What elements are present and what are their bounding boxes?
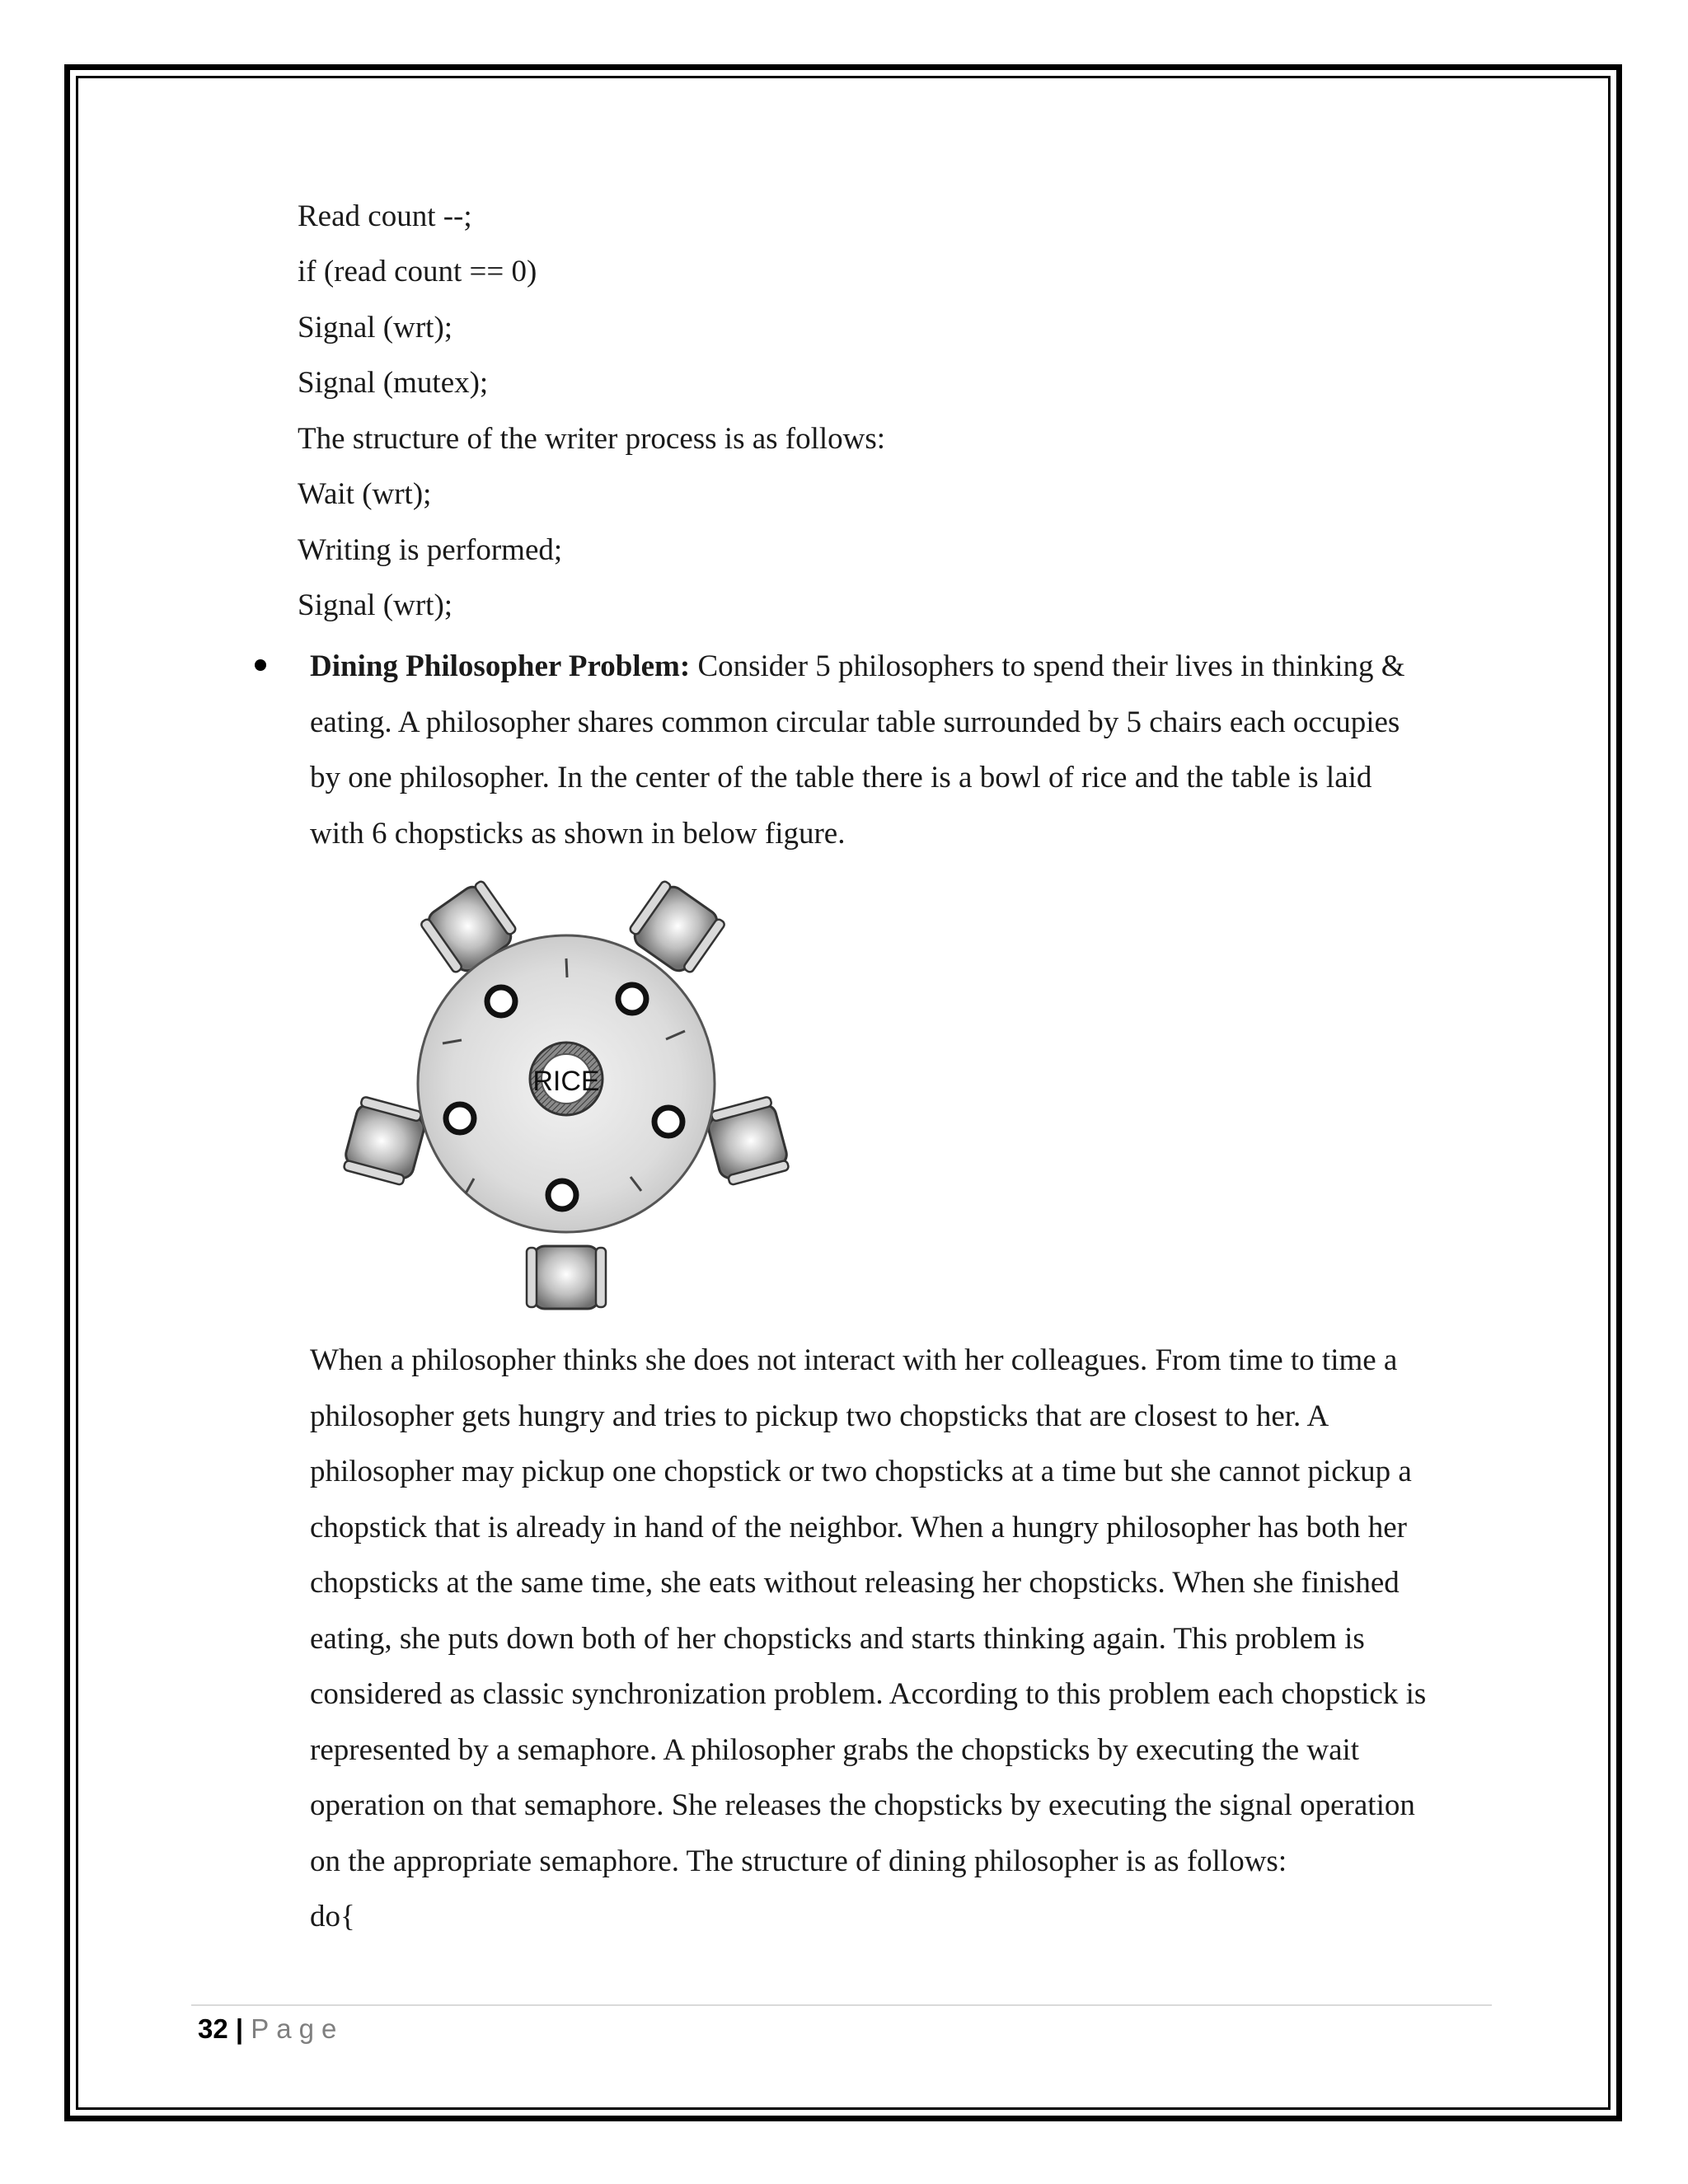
paragraph-line: philosopher may pickup one chopstick or two chopsticks at a time but she cannot pickup a	[310, 1455, 1412, 1488]
code-line: Signal (wrt);	[298, 311, 453, 344]
chopstick	[566, 958, 567, 977]
code-line: Signal (wrt);	[298, 588, 453, 622]
bullet-line: with 6 chopsticks as shown in below figure.	[310, 817, 846, 851]
code-line: Wait (wrt);	[298, 477, 432, 511]
bullet-dot	[255, 659, 266, 671]
bullet-first-line-text: Consider 5 philosophers to spend their lives in thinking &	[690, 649, 1405, 683]
bullet-line: eating. A philosopher shares common circular table surrounded by 5 chairs each occupies	[310, 705, 1400, 739]
plate	[618, 985, 646, 1013]
chair	[342, 1096, 428, 1188]
paragraph-line: When a philosopher thinks she does not interact with her colleagues. From time to time a	[310, 1343, 1398, 1377]
paragraph-line: operation on that semaphore. She releases the chopsticks by executing the signal operation	[310, 1788, 1415, 1822]
page-number: 32	[198, 2013, 228, 2044]
plate	[654, 1108, 682, 1136]
code-line: Writing is performed;	[298, 533, 563, 567]
footer-separator: |	[227, 2013, 251, 2044]
rice-label: RICE	[532, 1066, 600, 1097]
code-line: if (read count == 0)	[298, 255, 537, 288]
paragraph-line: eating, she puts down both of her chopsticks and starts thinking again. This problem is	[310, 1622, 1365, 1656]
chair	[527, 1246, 606, 1309]
code-line: Signal (mutex);	[298, 366, 489, 400]
page-word: Page	[251, 2013, 345, 2044]
code-line: Read count --;	[298, 199, 472, 233]
footer-rule	[191, 2004, 1492, 2006]
plate	[446, 1104, 474, 1132]
paragraph-line: chopstick that is already in hand of the neighbor. When a hungry philosopher has both her	[310, 1511, 1408, 1544]
code-line: The structure of the writer process is as follows:	[298, 422, 886, 456]
bullet-heading: Dining Philosopher Problem:	[310, 649, 691, 683]
paragraph-line: on the appropriate semaphore. The structure of dining philosopher is as follows:	[310, 1844, 1287, 1878]
paragraph-line: do{	[310, 1900, 355, 1933]
bullet-first-line	[310, 651, 1405, 682]
paragraph-line: considered as classic synchronization problem. According to this problem each chopstick is	[310, 1677, 1427, 1711]
bullet-line: by one philosopher. In the center of the table there is a bowl of rice and the table is laid	[310, 761, 1372, 794]
paragraph-line: represented by a semaphore. A philosopher grabs the chopsticks by executing the wait	[310, 1733, 1360, 1767]
dining-philosophers-figure	[342, 878, 804, 1323]
page-footer	[198, 2015, 344, 2042]
chair	[705, 1096, 791, 1188]
plate	[548, 1181, 576, 1209]
paragraph-line: chopsticks at the same time, she eats without releasing her chopsticks. When she finished	[310, 1566, 1400, 1600]
plate	[487, 987, 515, 1015]
paragraph-line: philosopher gets hungry and tries to pickup two chopsticks that are closest to her. A	[310, 1399, 1329, 1433]
